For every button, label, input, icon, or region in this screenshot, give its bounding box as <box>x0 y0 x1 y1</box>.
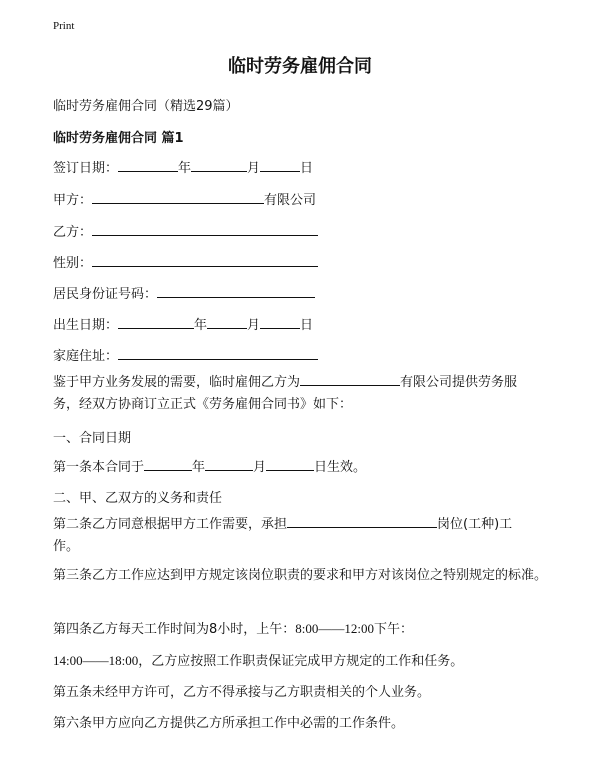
birth-day-blank <box>260 315 300 329</box>
id-label: 居民身份证号码： <box>53 287 158 302</box>
birth-date-row <box>53 314 313 333</box>
article-4-afternoon-label: 下午： <box>374 622 414 637</box>
gender-blank <box>92 253 318 267</box>
address-blank <box>118 346 318 360</box>
year-blank <box>118 158 178 172</box>
day-blank <box>260 158 300 172</box>
article-2-position: 岗位(工种)工 <box>437 517 513 532</box>
article-2 <box>53 514 553 558</box>
party-b-blank <box>92 222 318 236</box>
birth-date-label: 出生日期： <box>53 318 119 333</box>
intro-text-2: 有限公司提供劳务服 <box>400 375 518 390</box>
intro-text-1: 鉴于甲方业务发展的需要，临时雇佣乙方为 <box>53 375 301 390</box>
address-label: 家庭住址： <box>53 349 119 364</box>
page-title: 临时劳务雇佣合同 <box>228 56 372 77</box>
intro-blank <box>300 372 400 386</box>
article-1-year: 年 <box>192 460 206 475</box>
month-label: 月 <box>247 161 261 176</box>
day-label: 日 <box>300 161 314 176</box>
article-6: 第六条甲方应向乙方提供乙方所承担工作中必需的工作条件。 <box>53 716 405 731</box>
article-4 <box>53 618 413 637</box>
article-1 <box>53 456 366 475</box>
year-label: 年 <box>178 161 192 176</box>
article-5: 第五条未经甲方许可，乙方不得承接与乙方职责相关的个人业务。 <box>53 685 431 700</box>
document-subtitle: 临时劳务雇佣合同（精选29篇） <box>53 99 239 114</box>
article-1-effective: 日生效。 <box>314 460 367 475</box>
article-1-month-blank <box>205 457 253 471</box>
birth-year-label: 年 <box>194 318 208 333</box>
company-suffix: 有限公司 <box>264 193 317 208</box>
birth-year-blank <box>118 315 194 329</box>
article-2-end: 作。 <box>53 539 80 554</box>
party-b-row <box>53 221 318 240</box>
address-row <box>53 345 318 364</box>
birth-month-blank <box>207 315 247 329</box>
intro-paragraph <box>53 372 553 416</box>
heading-duties: 二、甲、乙双方的义务和责任 <box>53 491 223 506</box>
article-4-afternoon-hours: 14:00——18:00 <box>53 653 139 668</box>
article-3: 第三条乙方工作应达到甲方规定该岗位职责的要求和甲方对该岗位之特别规定的标准。 <box>53 568 548 583</box>
intro-text-3: 务，经双方协商订立正式《劳务雇佣合同书》如下： <box>53 397 353 412</box>
print-label[interactable]: Print <box>53 20 75 32</box>
heading-contract-date: 一、合同日期 <box>53 431 132 446</box>
article-1-day-blank <box>266 457 314 471</box>
birth-month-label: 月 <box>247 318 261 333</box>
party-a-label: 甲方： <box>53 193 93 208</box>
month-blank <box>191 158 247 172</box>
article-2-text: 第二条乙方同意根据甲方工作需要，承担 <box>53 517 288 532</box>
gender-row <box>53 252 318 271</box>
sign-date-row <box>53 157 313 176</box>
party-b-label: 乙方： <box>53 225 93 240</box>
sign-date-label: 签订日期： <box>53 161 119 176</box>
article-2-blank <box>287 514 437 528</box>
party-a-blank <box>92 190 264 204</box>
article-1-year-blank <box>144 457 192 471</box>
id-row <box>53 283 315 302</box>
article-4-morning-hours: 8:00——12:00 <box>295 621 375 636</box>
id-blank <box>157 284 315 298</box>
article-4-cont-text: ，乙方应按照工作职责保证完成甲方规定的工作和任务。 <box>138 654 464 669</box>
article-1-text: 第一条本合同于 <box>53 460 145 475</box>
section-heading: 临时劳务雇佣合同 篇1 <box>53 131 184 146</box>
party-a-row <box>53 189 316 208</box>
gender-label: 性别： <box>53 256 93 271</box>
article-4-text: 第四条乙方每天工作时间为8小时，上午： <box>53 622 296 637</box>
birth-day-label: 日 <box>300 318 314 333</box>
article-4-cont <box>53 650 463 669</box>
article-1-month: 月 <box>253 460 267 475</box>
